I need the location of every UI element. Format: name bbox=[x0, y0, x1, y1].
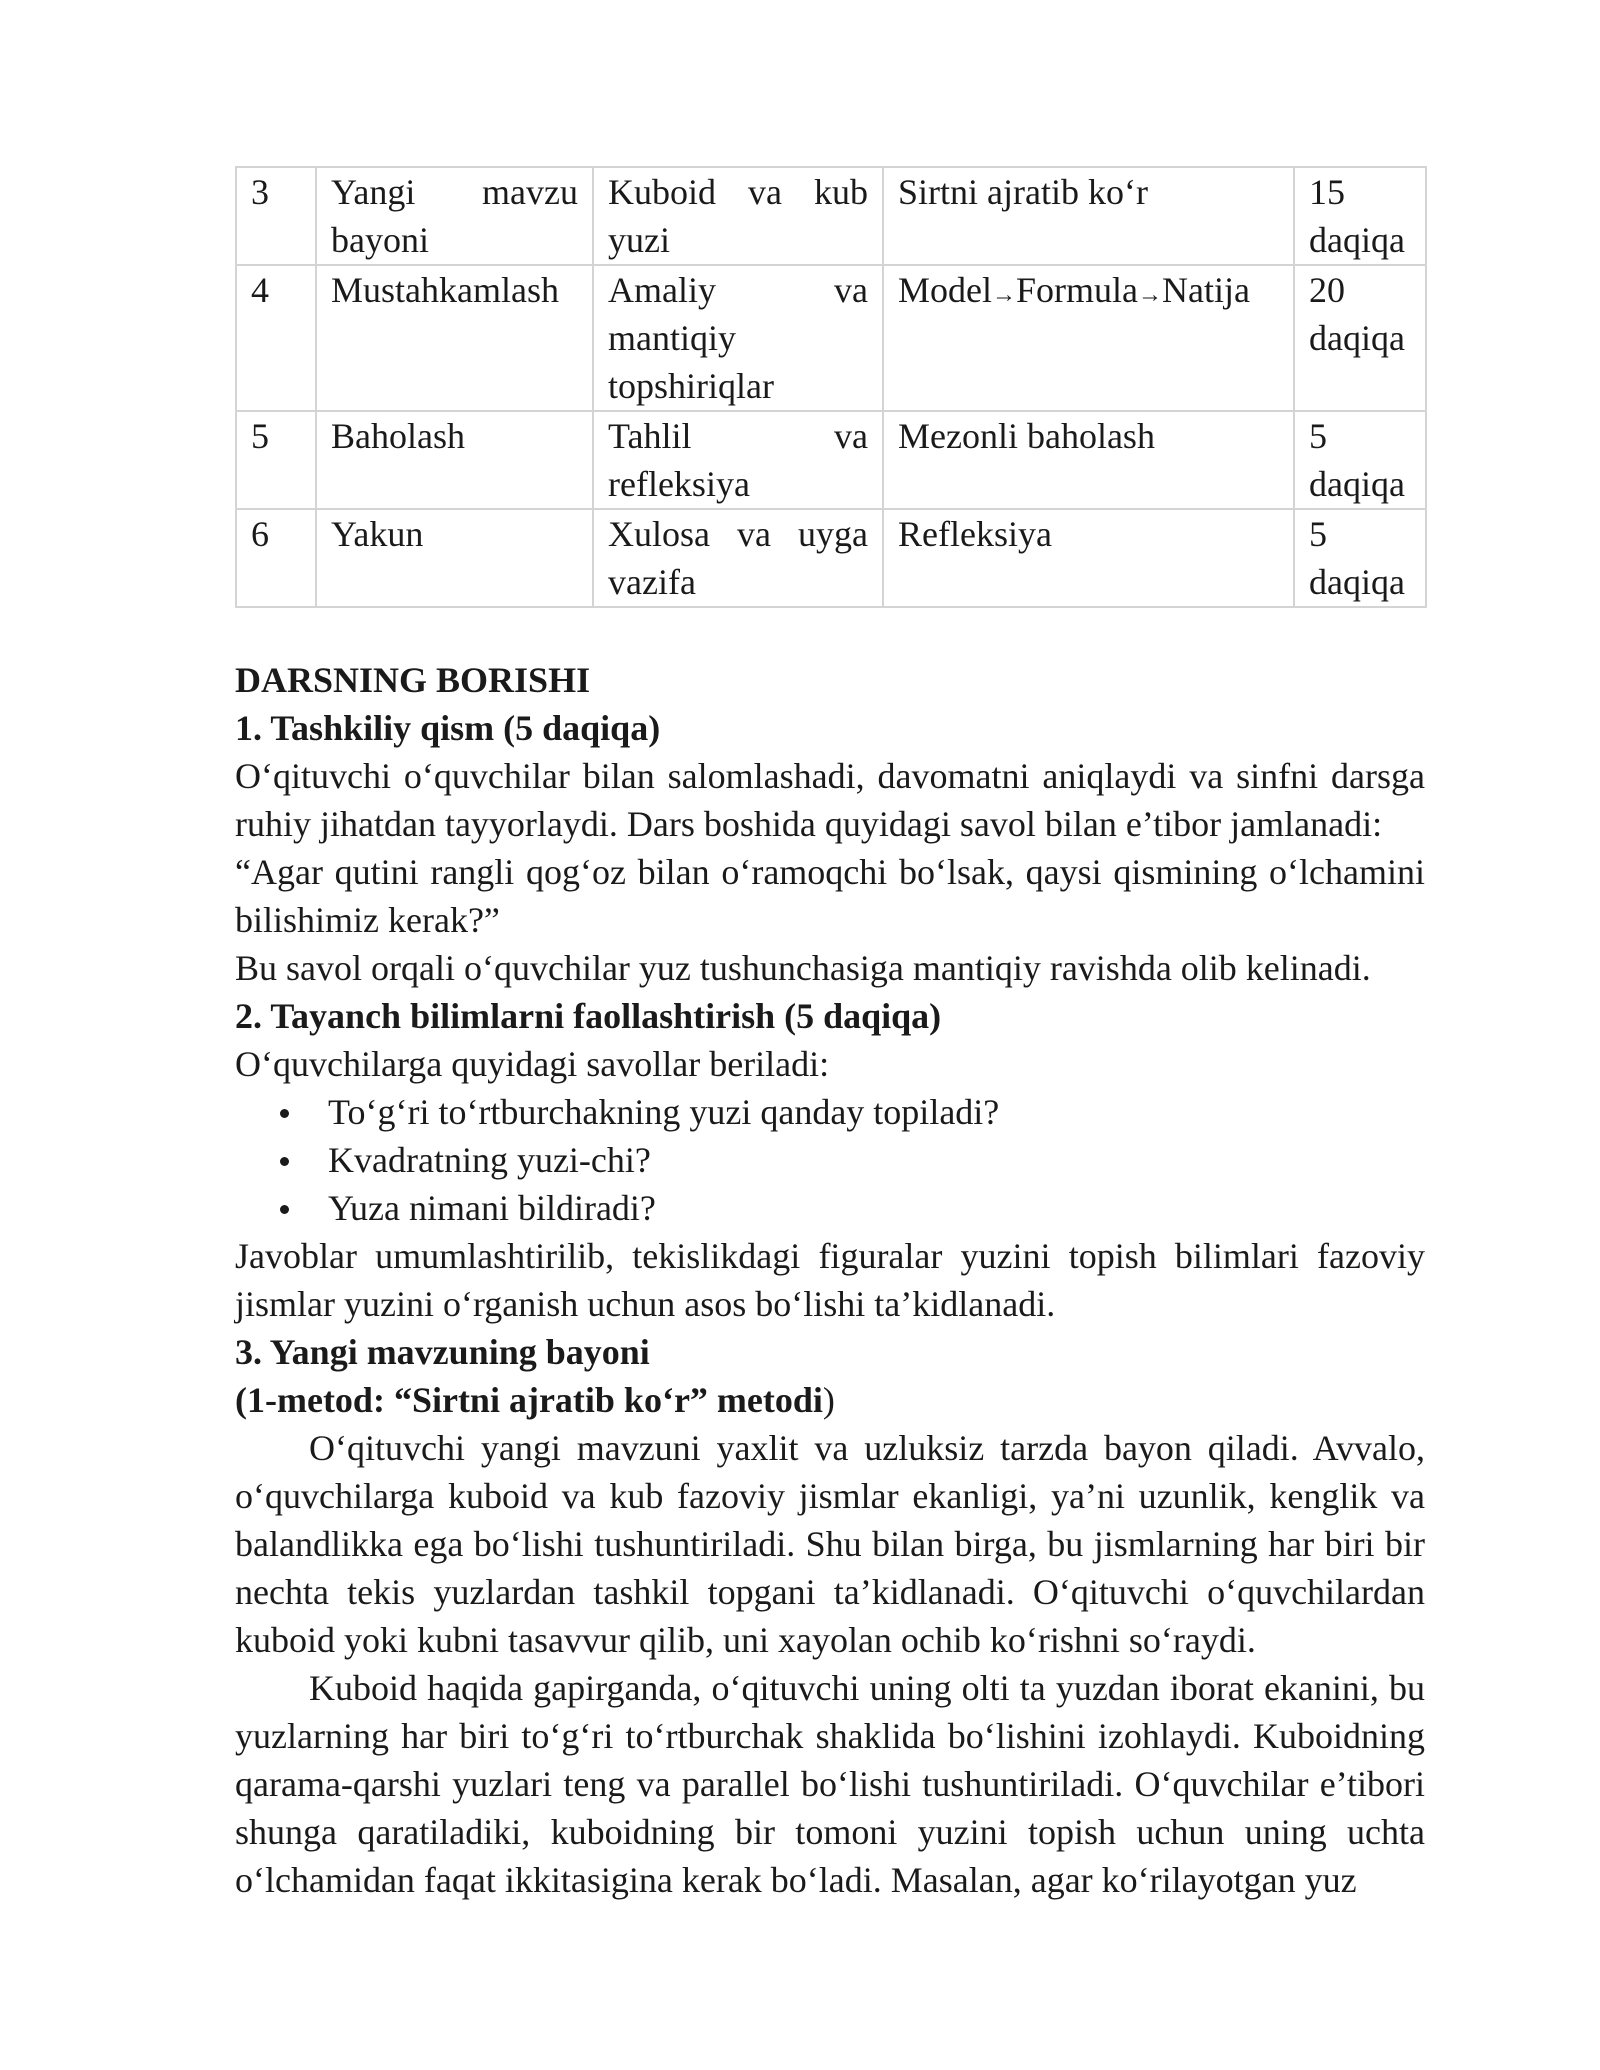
method-cell: Mezonli baholash bbox=[883, 411, 1294, 509]
time-cell: 20 daqiqa bbox=[1294, 265, 1426, 411]
section-3-paragraph-2: Kuboid haqida gapirganda, o‘qituvchi uning olti ta yuzdan iborat ekanini, bu yuzlarning har biri to‘g‘ri to‘rtburchak shaklida bo‘lishini izohlaydi. Kuboidning qarama-qarshi yuzlari teng va parallel bo‘lishi tushuntiriladi. O‘quvchilar e’tibori shunga qaratiladiki, kuboidning bir tomoni yuzini topish uchun uning uchta o‘lchamidan faqat ikkitasigina kerak bo‘ladi. Masalan, agar ko‘rilayotgan yuz bbox=[235, 1668, 1425, 1900]
section-1-heading: 1. Tashkiliy qism (5 daqiqa) bbox=[235, 708, 661, 748]
activity-cell: Amaliy va mantiqiy topshiriqlar bbox=[593, 265, 883, 411]
lesson-plan-table bbox=[235, 166, 1427, 608]
row-number: 4 bbox=[236, 265, 316, 411]
section-2-intro: O‘quvchilarga quyidagi savollar beriladi: bbox=[235, 1044, 830, 1084]
bullet-icon bbox=[280, 1157, 289, 1166]
section-1-conclusion: Bu savol orqali o‘quvchilar yuz tushunchasiga mantiqiy ravishda olib kelinadi. bbox=[235, 948, 1371, 988]
question-text: Yuza nimani bildiradi? bbox=[328, 1188, 656, 1228]
method-cell bbox=[883, 265, 1294, 411]
method-cell: Refleksiya bbox=[883, 509, 1294, 607]
question-text: To‘g‘ri to‘rtburchakning yuzi qanday topiladi? bbox=[328, 1092, 1000, 1132]
activity-cell: Kuboid va kub yuzi bbox=[593, 167, 883, 265]
section-3-heading: 3. Yangi mavzuning bayoni bbox=[235, 1332, 650, 1372]
stage-cell: Yangi mavzu bayoni bbox=[316, 167, 593, 265]
arrow-icon: → bbox=[1138, 282, 1162, 308]
method-title: (1-metod: “Sirtni ajratib ko‘r” metodi bbox=[235, 1380, 823, 1420]
method-part: Formula bbox=[1016, 270, 1138, 310]
method-part: Model bbox=[898, 270, 992, 310]
stage-cell: Yakun bbox=[316, 509, 593, 607]
page-content bbox=[235, 166, 1425, 1904]
row-number: 6 bbox=[236, 509, 316, 607]
time-cell: 5 daqiqa bbox=[1294, 411, 1426, 509]
section-2-outro: Javoblar umumlashtirilib, tekislikdagi figuralar yuzini topish bilimlari fazoviy jismlar yuzini o‘rganish uchun asos bo‘lishi ta’kidlanadi. bbox=[235, 1236, 1425, 1324]
stage-cell: Mustahkamlash bbox=[316, 265, 593, 411]
list-item bbox=[235, 1184, 1425, 1232]
table-row bbox=[236, 411, 1426, 509]
activity-cell: Xulosa va uyga vazifa bbox=[593, 509, 883, 607]
method-close: ) bbox=[822, 1380, 835, 1420]
question-list bbox=[235, 1088, 1425, 1232]
table-row bbox=[236, 265, 1426, 411]
lesson-flow bbox=[235, 656, 1425, 1904]
method-line bbox=[235, 1376, 1425, 1424]
list-item bbox=[235, 1088, 1425, 1136]
method-cell: Sirtni ajratib ko‘r bbox=[883, 167, 1294, 265]
section-title: DARSNING BORISHI bbox=[235, 660, 591, 700]
activity-cell: Tahlil va refleksiya bbox=[593, 411, 883, 509]
section-1-quote: “Agar qutini rangli qog‘oz bilan o‘ramoqchi bo‘lsak, qaysi qismining o‘lchamini bilishimiz kerak?” bbox=[235, 852, 1425, 940]
row-number: 5 bbox=[236, 411, 316, 509]
time-cell: 15 daqiqa bbox=[1294, 167, 1426, 265]
table-row bbox=[236, 167, 1426, 265]
time-cell: 5 daqiqa bbox=[1294, 509, 1426, 607]
section-2-heading: 2. Tayanch bilimlarni faollashtirish (5 daqiqa) bbox=[235, 996, 942, 1036]
stage-cell: Baholash bbox=[316, 411, 593, 509]
section-3-paragraph-1: O‘qituvchi yangi mavzuni yaxlit va uzluksiz tarzda bayon qiladi. Avvalo, o‘quvchilarga kuboid va kub fazoviy jismlar ekanligi, ya’ni uzunlik, kenglik va balandlikka ega bo‘lishi tushuntiriladi. Shu bilan birga, bu jismlarning har biri bir nechta tekis yuzlardan tashkil topgani ta’kidlanadi. O‘qituvchi o‘quvchilardan kuboid yoki kubni tasavvur qilib, uni xayolan ochib ko‘rishni so‘raydi. bbox=[235, 1428, 1425, 1660]
section-1-paragraph: O‘qituvchi o‘quvchilar bilan salomlashadi, davomatni aniqlaydi va sinfni darsga ruhiy jihatdan tayyorlaydi. Dars boshida quyidagi savol bilan e’tibor jamlanadi: bbox=[235, 756, 1425, 844]
method-part: Natija bbox=[1162, 270, 1250, 310]
list-item bbox=[235, 1136, 1425, 1184]
row-number: 3 bbox=[236, 167, 316, 265]
question-text: Kvadratning yuzi-chi? bbox=[328, 1140, 651, 1180]
arrow-icon: → bbox=[992, 282, 1016, 308]
table-row bbox=[236, 509, 1426, 607]
bullet-icon bbox=[280, 1205, 289, 1214]
bullet-icon bbox=[280, 1109, 289, 1118]
